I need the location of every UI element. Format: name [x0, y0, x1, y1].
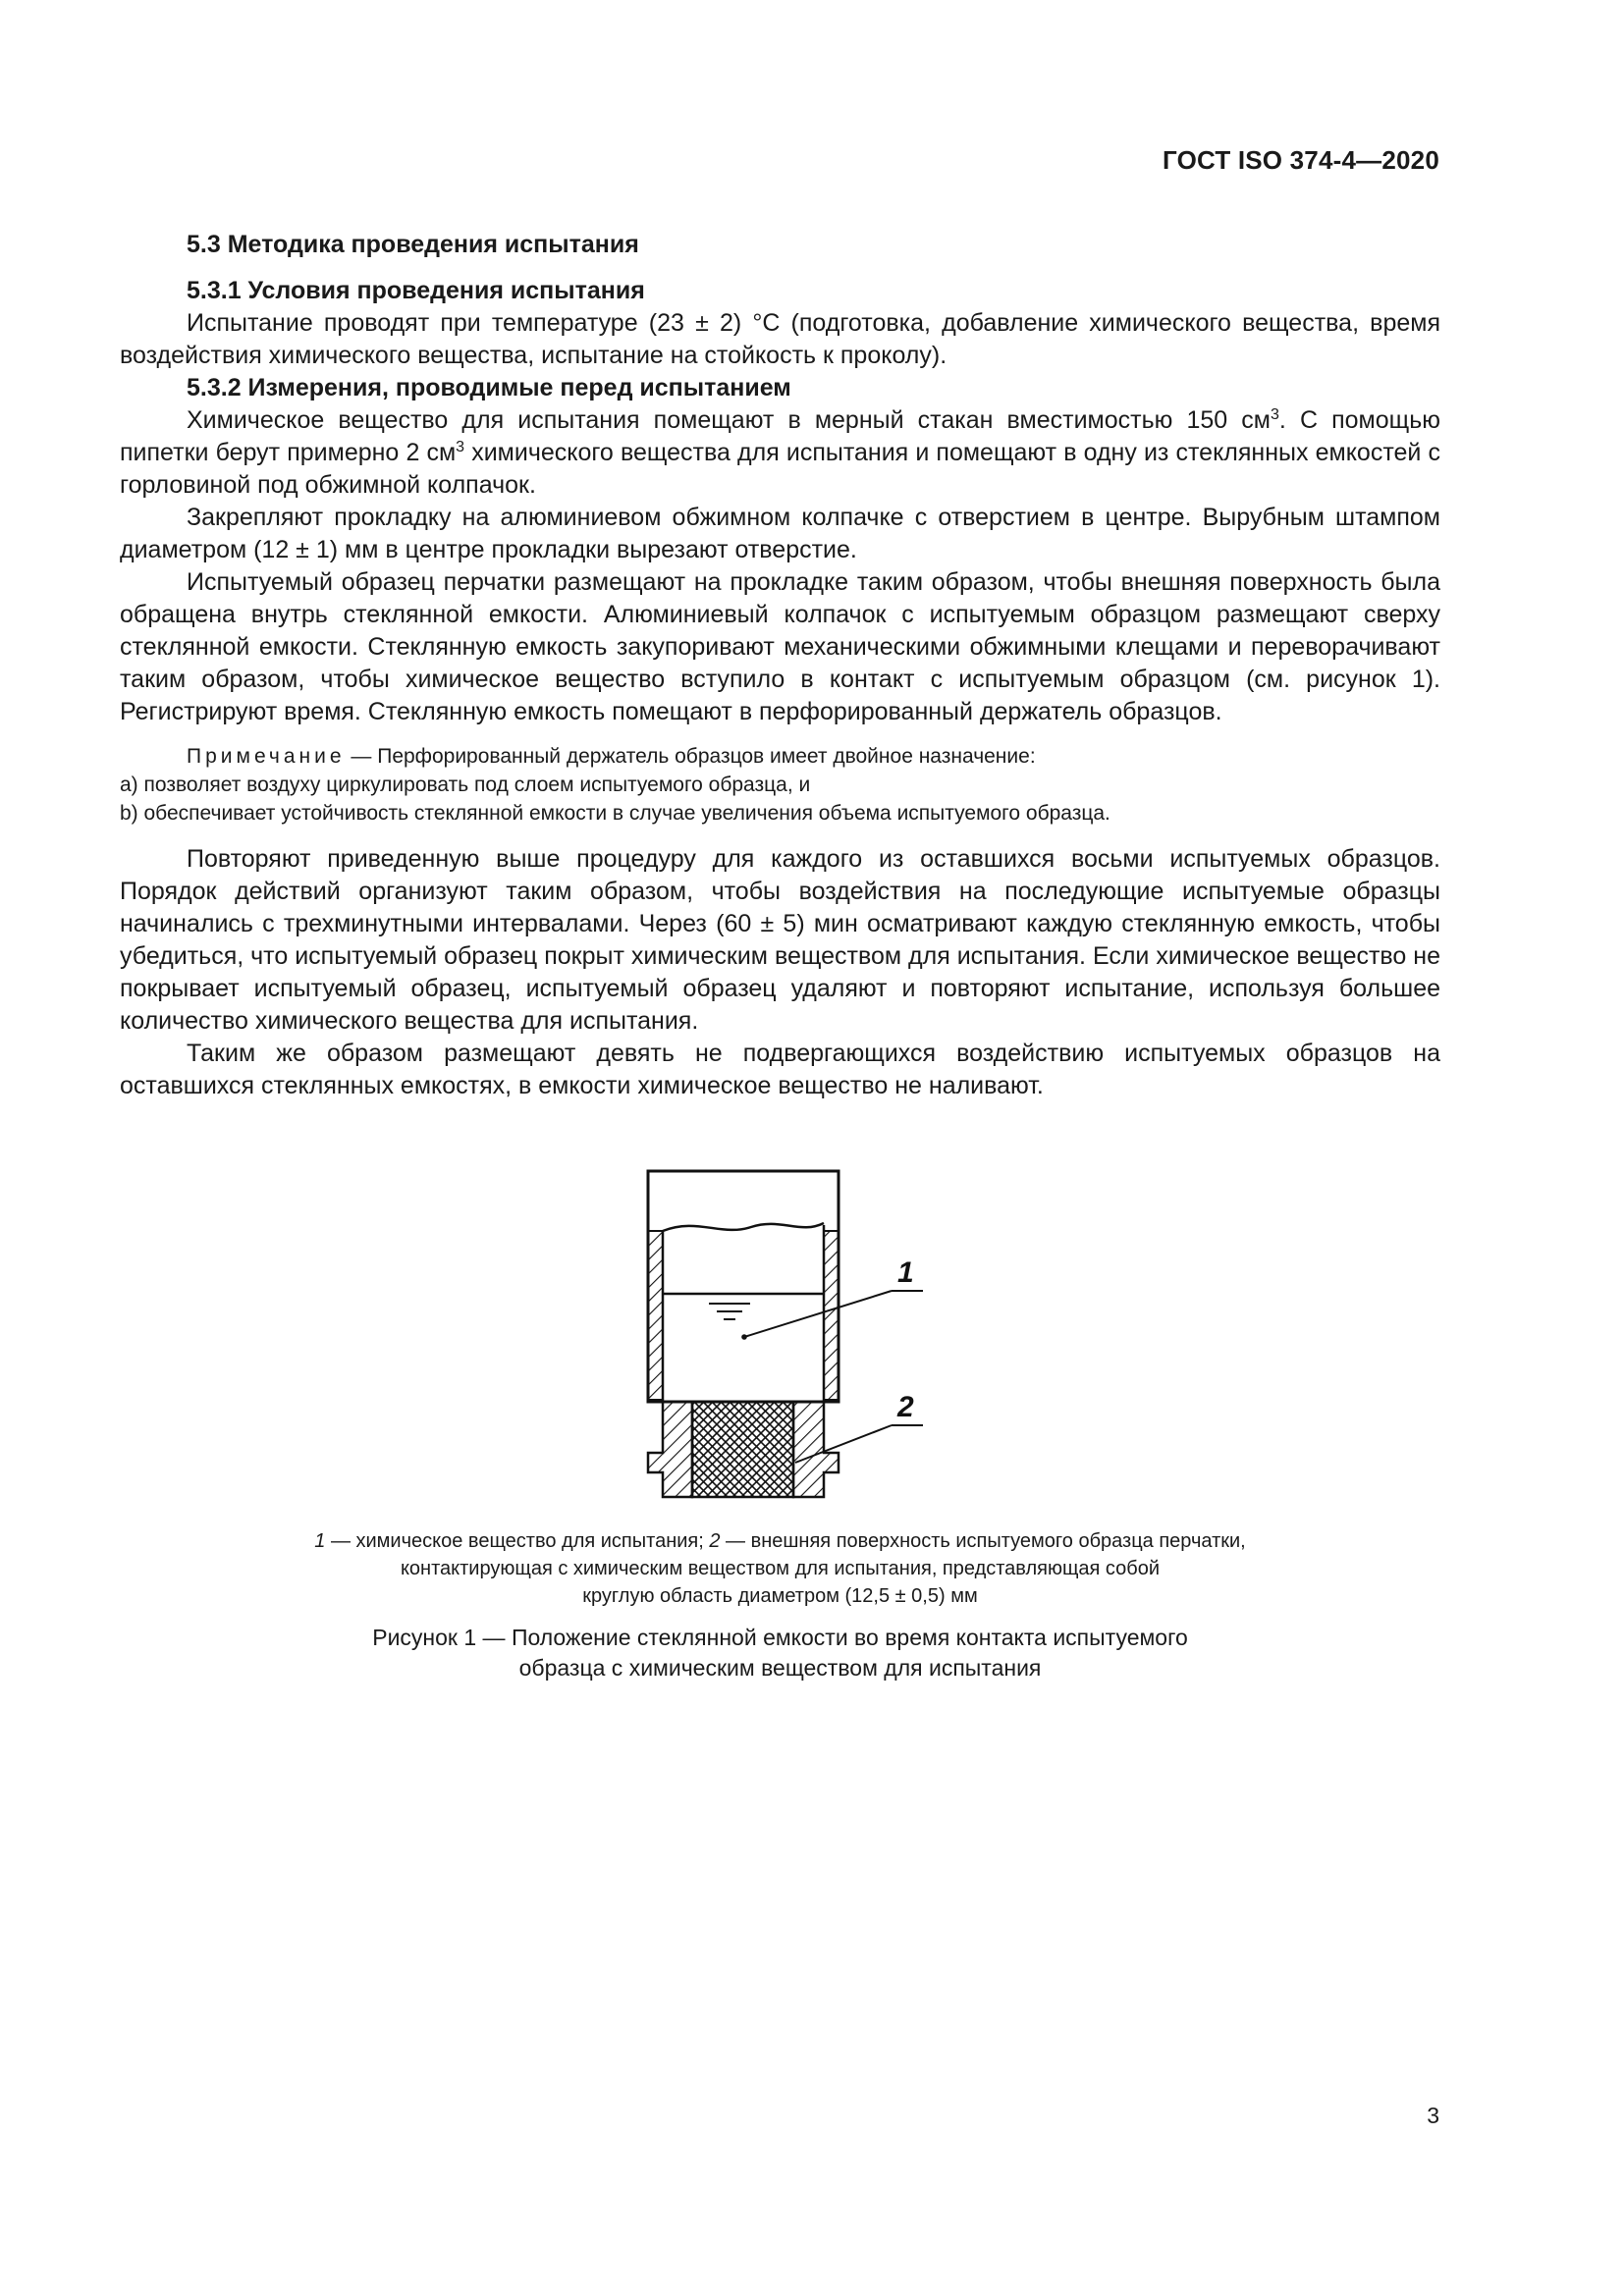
note-text: — Перфорированный держатель образцов имеет двойное назначение: [345, 745, 1036, 768]
paragraph-4: Повторяют приведенную выше процедуру для каждого из оставшихся восьми испытуемых образцов. Порядок действий организуют таким образом, чтобы воздействия на последующие испытуемые образцы начинались с трехминутными интервалами. Через (60 ± 5) мин осматривают каждую стеклянную емкость, чтобы убедиться, что испытуемый образец покрыт химическим веществом для испытания. Если химическое вещество не покрывает испытуемый образец, испытуемый образец удаляют и повторяют испытание, используя большее количество химического вещества для испытания. [120, 845, 1440, 1035]
caption-line-1: Рисунок 1 — Положение стеклянной емкости во время контакта испытуемого [372, 1625, 1188, 1650]
cap [648, 1402, 839, 1497]
section-5-3-title: 5.3 Методика проведения испытания [187, 231, 639, 258]
jar-right-wall [824, 1231, 839, 1400]
liquid-top-wave [663, 1223, 824, 1231]
document-code: ГОСТ ISO 374-4—2020 [1162, 145, 1439, 175]
figure-caption [120, 1623, 1440, 1683]
legend-number-1: 1 [314, 1530, 326, 1552]
legend-line-3: круглую область диаметром (12,5 ± 0,5) мм [582, 1585, 978, 1607]
section-5-3-1-title: 5.3.1 Условия проведения испытания [187, 277, 645, 304]
paragraph-1-part-3: химического вещества для испытания и помещают в одну из стеклянных емкостей с горловиной под обжимной колпачок. [120, 439, 1440, 499]
note-label: Примечание [187, 745, 346, 768]
note [120, 742, 1440, 771]
paragraph-1-part-1: Химическое вещество для испытания помещают в мерный стакан вместимостью 150 см [187, 406, 1271, 434]
legend-text-2: — внешняя поверхность испытуемого образца перчатки, [720, 1530, 1246, 1552]
legend-line-2: контактирующая с химическим веществом для испытания, представляющая собой [400, 1558, 1161, 1579]
paragraph-1-part-2: . С помощью пипетки берут примерно 2 см [120, 406, 1440, 466]
note-item-a: a) позволяет воздуху циркулировать под слоем испытуемого образца, и [120, 774, 811, 796]
superscript: 3 [456, 439, 465, 455]
paragraph-2: Закрепляют прокладку на алюминиевом обжимном колпачке с отверстием в центре. Вырубным штампом диаметром (12 ± 1) мм в центре прокладки вырезают отверстие. [120, 504, 1440, 563]
section-5-3-1-text: Испытание проводят при температуре (23 ± 2) °С (подготовка, добавление химического вещества, время воздействия химического вещества, испытание на стойкость к проколу). [120, 309, 1440, 369]
legend-number-2: 2 [709, 1530, 721, 1552]
paragraph-1 [120, 404, 1440, 502]
section-5-3-2-title: 5.3.2 Измерения, проводимые перед испытанием [187, 374, 791, 401]
caption-line-2: образца с химическим веществом для испытания [518, 1655, 1042, 1681]
callout-1-leader [744, 1291, 892, 1337]
text-block [120, 229, 1440, 1102]
legend-text-1: — химическое вещество для испытания; [325, 1530, 710, 1552]
figure-1-diagram [628, 1168, 923, 1512]
page-number: 3 [1427, 2103, 1439, 2128]
legend-line-1 [120, 1527, 1440, 1555]
liquid-level-symbol [709, 1304, 750, 1319]
note-item-b: b) обеспечивает устойчивость стеклянной емкости в случае увеличения объема испытуемого образца. [120, 802, 1110, 825]
jar-outer-wall [648, 1171, 839, 1402]
jar-left-wall [648, 1231, 663, 1400]
superscript: 3 [1271, 406, 1279, 423]
paragraph-5: Таким же образом размещают девять не подвергающихся воздействию испытуемых образцов на оставшихся стеклянных емкостях, в емкости химическое вещество не наливают. [120, 1040, 1440, 1099]
callout-2-label: 2 [897, 1391, 914, 1423]
test-specimen [692, 1402, 793, 1497]
callout-1-label: 1 [897, 1256, 914, 1289]
paragraph-3: Испытуемый образец перчатки размещают на прокладке таким образом, чтобы внешняя поверхность была обращена внутрь стеклянной емкости. Алюминиевый колпачок с испытуемым образцом размещают сверху стеклянной емкости. Стеклянную емкость закупоривают механическими обжимными клещами и переворачивают таким образом, чтобы химическое вещество вступило в контакт с испытуемым образцом (см. рисунок 1). Регистрируют время. Стеклянную емкость помещают в перфорированный держатель образцов. [120, 568, 1440, 725]
figure-legend [120, 1527, 1440, 1610]
